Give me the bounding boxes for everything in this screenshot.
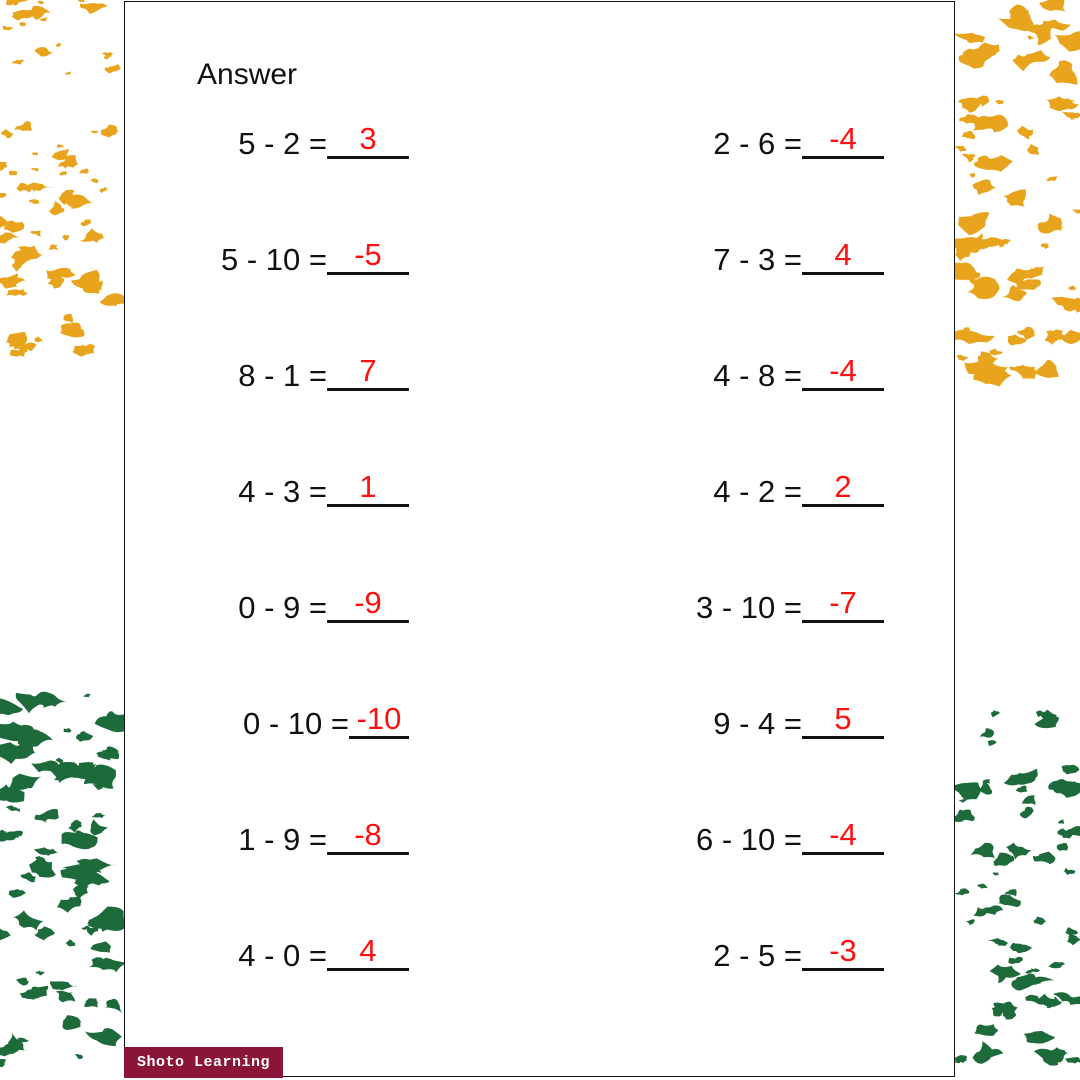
problem-expression: 4 - 0 = bbox=[238, 938, 327, 973]
paint-splatter bbox=[99, 187, 108, 193]
answer-blank bbox=[802, 585, 884, 623]
problem-right-7 bbox=[644, 817, 884, 860]
paint-splatter bbox=[1016, 786, 1028, 793]
problem-left-1 bbox=[169, 121, 409, 164]
paint-splatter bbox=[73, 885, 89, 899]
problem-left-5 bbox=[169, 585, 409, 628]
answer-value: -5 bbox=[354, 237, 382, 272]
paint-splatter bbox=[1025, 968, 1040, 973]
paint-splatter bbox=[49, 201, 64, 215]
paint-splatter bbox=[57, 144, 64, 148]
answer-blank bbox=[327, 817, 409, 855]
answer-blank bbox=[327, 353, 409, 391]
paint-splatter bbox=[958, 212, 989, 235]
paint-splatter bbox=[1, 129, 13, 138]
paint-splatter bbox=[953, 1055, 967, 1064]
paint-splatter bbox=[34, 47, 53, 57]
problem-right-1 bbox=[644, 121, 884, 164]
paint-splatter bbox=[84, 998, 98, 1007]
paint-splatter bbox=[1027, 144, 1040, 155]
answer-blank bbox=[327, 585, 409, 623]
paint-splatter bbox=[68, 820, 83, 833]
paint-splatter bbox=[1004, 769, 1038, 786]
answer-value: 4 bbox=[834, 237, 852, 272]
answer-value: -4 bbox=[829, 121, 857, 156]
problem-right-4 bbox=[644, 469, 884, 512]
paint-splatter bbox=[988, 938, 1008, 946]
paint-splatter bbox=[9, 889, 26, 898]
paint-splatter bbox=[50, 981, 77, 990]
problem-expression: 5 - 10 = bbox=[221, 242, 327, 277]
paint-splatter bbox=[961, 131, 975, 140]
paint-splatter bbox=[1062, 330, 1080, 345]
problem-right-8 bbox=[644, 933, 884, 976]
paint-splatter bbox=[104, 64, 121, 74]
paint-splatter bbox=[991, 710, 1000, 717]
paint-splatter bbox=[977, 884, 987, 889]
answer-blank bbox=[802, 933, 884, 971]
paint-splatter bbox=[96, 751, 111, 761]
problem-expression: 1 - 9 = bbox=[238, 822, 327, 857]
paint-splatter bbox=[30, 231, 41, 238]
paint-splatter bbox=[60, 323, 85, 338]
paint-splatter bbox=[1003, 189, 1026, 207]
paint-splatter bbox=[72, 344, 95, 357]
paint-splatter bbox=[0, 161, 7, 170]
paint-splatter bbox=[973, 905, 1004, 916]
paint-splatter bbox=[1049, 60, 1077, 84]
paint-splatter bbox=[82, 694, 91, 698]
paint-splatter bbox=[954, 146, 967, 152]
problem-right-5 bbox=[644, 585, 884, 628]
paint-splatter bbox=[952, 809, 975, 821]
worksheet-title: Answer bbox=[197, 58, 298, 91]
problem-expression: 6 - 10 = bbox=[696, 822, 802, 857]
paint-splatter bbox=[1069, 286, 1076, 291]
answer-blank bbox=[802, 817, 884, 855]
paint-splatter bbox=[0, 722, 34, 742]
problem-expression: 8 - 1 = bbox=[238, 358, 327, 393]
paint-splatter bbox=[953, 888, 969, 895]
paint-splatter bbox=[49, 244, 58, 250]
paint-splatter bbox=[29, 199, 41, 205]
paint-splatter bbox=[104, 999, 123, 1014]
paint-splatter bbox=[1024, 1031, 1056, 1044]
paint-splatter bbox=[1033, 917, 1046, 925]
paint-splatter bbox=[1039, 0, 1066, 12]
problem-expression: 4 - 3 = bbox=[238, 474, 327, 509]
problem-right-2 bbox=[644, 237, 884, 280]
paint-splatter bbox=[1033, 852, 1056, 865]
answer-blank bbox=[327, 121, 409, 159]
answer-value: 7 bbox=[359, 353, 377, 388]
paint-splatter bbox=[1065, 1057, 1080, 1063]
paint-splatter bbox=[958, 98, 983, 113]
problem-expression: 5 - 2 = bbox=[238, 126, 327, 161]
answer-value: 2 bbox=[834, 469, 852, 504]
answer-blank bbox=[327, 933, 409, 971]
problem-right-3 bbox=[644, 353, 884, 396]
paint-splatter bbox=[21, 872, 36, 882]
answer-blank bbox=[327, 237, 409, 275]
paint-splatter bbox=[0, 928, 11, 940]
paint-splatter bbox=[6, 806, 21, 813]
paint-splatter bbox=[1072, 209, 1080, 213]
answer-value: -10 bbox=[356, 701, 402, 736]
paint-splatter bbox=[1008, 957, 1022, 964]
paint-splatter bbox=[56, 43, 62, 47]
paint-splatter bbox=[969, 173, 975, 177]
problem-expression: 7 - 3 = bbox=[713, 242, 802, 277]
answer-value: 1 bbox=[359, 469, 377, 504]
paint-splatter bbox=[1027, 35, 1034, 39]
paint-splatter bbox=[78, 0, 84, 2]
paint-splatter bbox=[0, 232, 20, 243]
paint-splatter bbox=[91, 813, 106, 818]
paint-splatter bbox=[9, 171, 18, 176]
paint-splatter bbox=[1010, 943, 1032, 953]
paint-splatter bbox=[63, 314, 75, 324]
answer-value: -3 bbox=[829, 933, 857, 968]
paint-splatter bbox=[8, 774, 42, 791]
problem-expression: 3 - 10 = bbox=[696, 590, 802, 625]
problem-left-3 bbox=[169, 353, 409, 396]
paint-splatter bbox=[969, 843, 997, 860]
paint-splatter bbox=[1016, 974, 1054, 986]
paint-splatter bbox=[952, 782, 981, 800]
paint-splatter bbox=[34, 926, 55, 940]
answer-blank bbox=[802, 237, 884, 275]
paint-splatter bbox=[31, 152, 38, 156]
problem-expression: 2 - 6 = bbox=[713, 126, 802, 161]
paint-splatter bbox=[80, 228, 107, 242]
paint-splatter bbox=[1054, 31, 1080, 51]
answer-value: 5 bbox=[834, 701, 852, 736]
paint-splatter bbox=[973, 1042, 1004, 1064]
paint-splatter bbox=[966, 919, 975, 925]
paint-splatter bbox=[953, 329, 995, 344]
paint-splatter bbox=[1003, 1011, 1016, 1019]
paint-splatter bbox=[16, 978, 29, 986]
answer-blank bbox=[802, 469, 884, 507]
paint-splatter bbox=[1065, 927, 1078, 935]
paint-splatter bbox=[1033, 360, 1059, 378]
paint-splatter bbox=[1025, 995, 1038, 1003]
answer-value: -4 bbox=[829, 353, 857, 388]
answer-blank bbox=[802, 353, 884, 391]
paint-splatter bbox=[13, 910, 43, 930]
paint-splatter bbox=[0, 1059, 6, 1067]
paint-splatter bbox=[12, 12, 27, 21]
paint-splatter bbox=[962, 154, 975, 162]
paint-splatter bbox=[56, 991, 75, 1002]
paint-splatter bbox=[75, 1054, 83, 1059]
answer-blank bbox=[327, 469, 409, 507]
paint-splatter bbox=[12, 59, 24, 64]
paint-splatter bbox=[34, 971, 45, 976]
answer-blank bbox=[802, 121, 884, 159]
paint-splatter bbox=[0, 193, 7, 198]
paint-splatter bbox=[6, 221, 24, 233]
answer-value: -8 bbox=[354, 817, 382, 852]
paint-splatter bbox=[1066, 935, 1080, 946]
problem-expression: 2 - 5 = bbox=[713, 938, 802, 973]
paint-splatter bbox=[1012, 50, 1050, 71]
paint-splatter bbox=[27, 182, 53, 192]
paint-splatter bbox=[59, 171, 67, 176]
paint-splatter bbox=[79, 168, 89, 173]
answer-value: -7 bbox=[829, 585, 857, 620]
paint-splatter bbox=[63, 728, 71, 732]
paint-splatter bbox=[80, 220, 90, 227]
paint-splatter bbox=[65, 939, 75, 946]
paint-splatter bbox=[989, 348, 1003, 355]
paint-splatter bbox=[1058, 820, 1064, 824]
paint-splatter bbox=[1048, 962, 1065, 969]
problem-expression: 9 - 4 = bbox=[713, 706, 802, 741]
paint-splatter bbox=[80, 3, 107, 13]
paint-splatter bbox=[71, 278, 100, 294]
answer-value: 4 bbox=[359, 933, 377, 968]
paint-splatter bbox=[35, 809, 59, 823]
answer-value: -4 bbox=[829, 817, 857, 852]
paint-splatter bbox=[954, 33, 985, 44]
problem-right-6 bbox=[644, 701, 884, 744]
paint-splatter bbox=[91, 178, 100, 183]
worksheet-page bbox=[124, 1, 955, 1077]
problem-left-8 bbox=[169, 933, 409, 976]
paint-splatter bbox=[61, 235, 69, 241]
paint-splatter bbox=[973, 179, 998, 195]
paint-splatter bbox=[1021, 795, 1035, 805]
paint-splatter bbox=[65, 71, 71, 75]
paint-splatter bbox=[997, 895, 1021, 907]
answer-blank bbox=[349, 701, 409, 739]
problem-expression: 4 - 2 = bbox=[713, 474, 802, 509]
paint-splatter bbox=[1046, 176, 1057, 181]
paint-splatter bbox=[980, 728, 994, 737]
paint-splatter bbox=[1038, 213, 1063, 233]
problem-expression: 0 - 9 = bbox=[238, 590, 327, 625]
answer-value: -9 bbox=[354, 585, 382, 620]
paint-splatter bbox=[1062, 765, 1080, 775]
paint-splatter bbox=[76, 731, 93, 742]
problem-left-7 bbox=[169, 817, 409, 860]
paint-splatter bbox=[90, 819, 108, 835]
problem-left-2 bbox=[169, 237, 409, 280]
paint-splatter bbox=[91, 131, 99, 134]
paint-splatter bbox=[34, 337, 42, 343]
paint-splatter bbox=[56, 896, 82, 913]
paint-splatter bbox=[31, 168, 39, 172]
paint-splatter bbox=[957, 355, 969, 361]
paint-splatter bbox=[1064, 868, 1076, 875]
paint-splatter bbox=[51, 149, 68, 160]
paint-splatter bbox=[974, 1024, 998, 1036]
problem-expression: 0 - 10 = bbox=[243, 706, 349, 741]
brand-label: Shoto Learning bbox=[124, 1047, 283, 1078]
paint-splatter bbox=[29, 858, 56, 878]
paint-splatter bbox=[959, 799, 966, 803]
paint-splatter bbox=[993, 853, 1014, 866]
problem-expression: 4 - 8 = bbox=[713, 358, 802, 393]
paint-splatter bbox=[62, 1015, 81, 1030]
paint-splatter bbox=[85, 1028, 122, 1046]
paint-splatter bbox=[3, 26, 16, 31]
paint-splatter bbox=[1020, 807, 1034, 819]
paint-splatter bbox=[5, 288, 28, 296]
paint-splatter bbox=[15, 121, 32, 131]
paint-splatter bbox=[1041, 243, 1049, 249]
paint-splatter bbox=[992, 872, 998, 875]
paint-splatter bbox=[90, 942, 111, 953]
paint-splatter bbox=[995, 100, 1003, 105]
problem-left-4 bbox=[169, 469, 409, 512]
paint-splatter bbox=[1057, 843, 1068, 851]
paint-splatter bbox=[34, 847, 59, 855]
paint-splatter bbox=[978, 155, 1013, 172]
paint-splatter bbox=[102, 52, 113, 57]
paint-splatter bbox=[101, 125, 119, 138]
answer-value: 3 bbox=[359, 121, 377, 156]
paint-splatter bbox=[34, 692, 67, 708]
paint-splatter bbox=[19, 22, 26, 26]
paint-splatter bbox=[37, 0, 43, 4]
answer-blank bbox=[802, 701, 884, 739]
paint-splatter bbox=[1062, 112, 1080, 120]
problem-left-6 bbox=[169, 701, 409, 744]
paint-splatter bbox=[1044, 96, 1079, 111]
paint-splatter bbox=[988, 740, 997, 746]
